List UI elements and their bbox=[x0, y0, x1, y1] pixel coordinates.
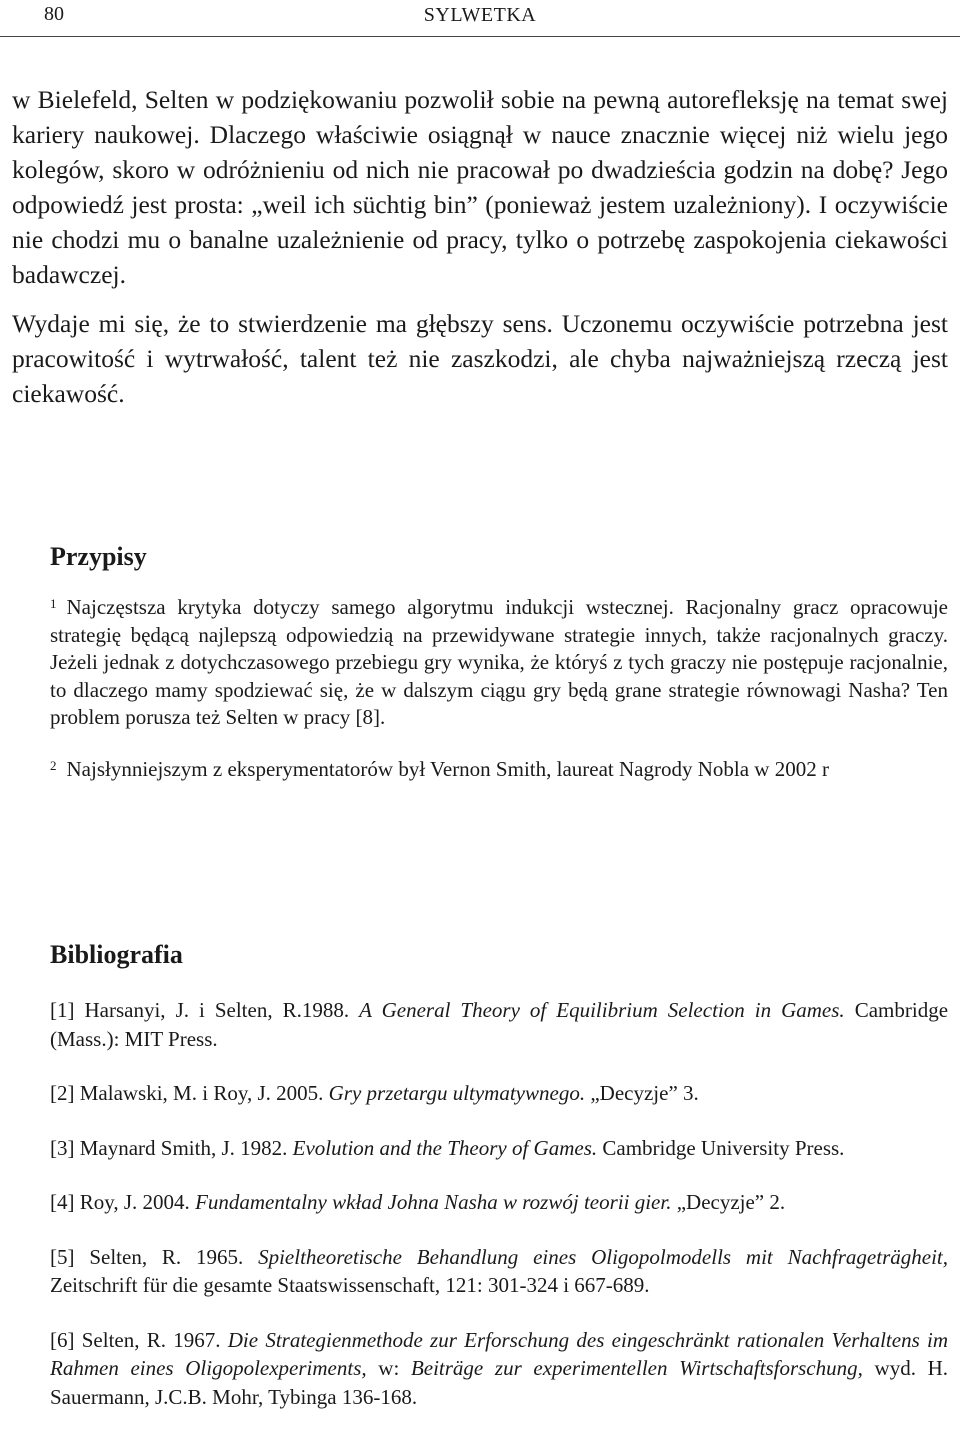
bibliography-section bbox=[50, 940, 948, 1437]
reference-item bbox=[50, 1326, 948, 1412]
reference-publisher: Zeitschrift für die gesamte Staatswissenschaft, 121: 301-324 i 667-689. bbox=[50, 1273, 650, 1297]
footnote-text: Najczęstsza krytyka dotyczy samego algorytmu indukcji wstecznej. Racjonalny gracz opracowuje strategię będącą najlepszą odpowiedzią na przewidywane strategie innych, także racjonalnych graczy. Jeżeli jednak z dotychczasowego przebiegu gry wynika, że któryś z tych graczy nie postępuje racjonalnie, to dlaczego mamy spodziewać się, że w dalszym ciągu gry będą grane strategie równowagi Nasha? Ten problem porusza też Selten w pracy [8]. bbox=[50, 595, 948, 729]
footnotes-heading: Przypisy bbox=[50, 542, 147, 571]
reference-item bbox=[50, 1188, 948, 1217]
bibliography-heading: Bibliografia bbox=[50, 940, 183, 969]
reference-title: Fundamentalny wkład Johna Nasha w rozwój teorii gier. bbox=[195, 1190, 672, 1214]
reference-author: [3] Maynard Smith, J. 1982. bbox=[50, 1135, 293, 1160]
reference-title: A General Theory of Equilibrium Selection in Games. bbox=[359, 998, 845, 1022]
reference-title: Die Strategienmethode zur Erforschung des eingeschränkt rationalen Verhaltens im Rahmen eines Oligopolexperiments, bbox=[50, 1327, 949, 1380]
reference-title: Gry przetargu ultymatywnego. bbox=[328, 1081, 586, 1105]
body-paragraph: Wydaje mi się, że to stwierdzenie ma głębszy sens. Uczonemu oczywiście potrzebna jest pracowitość i wytrwałość, talent też nie zaszkodzi, ale chyba najważniejszą rzeczą jest ciekawość. bbox=[12, 309, 948, 408]
reference-title: Spieltheoretische Behandlung eines Oligopolmodells mit Nachfrageträgheit, bbox=[258, 1244, 948, 1269]
reference-connector: w: bbox=[366, 1356, 411, 1380]
reference-item bbox=[50, 1134, 948, 1163]
reference-item bbox=[50, 996, 948, 1053]
page-number: 80 bbox=[44, 3, 64, 25]
footnote bbox=[50, 756, 948, 784]
reference-author: [6] Selten, R. 1967. bbox=[50, 1327, 228, 1352]
reference-author: [1] Harsanyi, J. i Selten, R.1988. bbox=[50, 998, 360, 1022]
reference-collection-title: Beiträge zur experimentellen Wirtschaftsforschung, bbox=[410, 1356, 863, 1380]
running-title: SYLWETKA bbox=[423, 4, 537, 26]
body-paragraph: w Bielefeld, Selten w podziękowaniu pozwolił sobie na pewną autorefleksję na temat swej kariery naukowej. Dlaczego właściwie osiągnął w nauce znacznie więcej niż wielu jego kolegów, skoro w odróżnieniu od nich nie pracował po dwadzieścia godzin na dobę? Jego odpowiedź jest prosta: „weil ich süchtig bin” (ponieważ jestem uzależniony). I oczywiście nie chodzi mu o banalne uzależnienie od pracy, tylko o potrzebę zaspokojenia ciekawości badawczej. bbox=[12, 85, 948, 289]
reference-author: [5] Selten, R. 1965. bbox=[50, 1244, 259, 1269]
reference-author: [2] Malawski, M. i Roy, J. 2005. bbox=[50, 1081, 329, 1105]
footnotes-section bbox=[50, 542, 948, 783]
footnote bbox=[50, 594, 948, 732]
footnote-number: 1 bbox=[50, 596, 57, 611]
reference-author: [4] Roy, J. 2004. bbox=[50, 1190, 196, 1214]
footnote-text: Najsłynniejszym z eksperymentatorów był Vernon Smith, laureat Nagrody Nobla w 2002 r bbox=[66, 756, 829, 781]
reference-title: Evolution and the Theory of Games. bbox=[292, 1135, 598, 1160]
page-header bbox=[0, 0, 960, 37]
reference-item bbox=[50, 1243, 948, 1300]
reference-publisher: wyd. H. Sauermann, J.C.B. Mohr, Tybinga 136-168. bbox=[50, 1356, 949, 1409]
reference-publisher: „Decyzje” 3. bbox=[585, 1081, 699, 1105]
footnote-number: 2 bbox=[50, 757, 57, 773]
reference-item bbox=[50, 1079, 948, 1108]
reference-publisher: „Decyzje” 2. bbox=[671, 1190, 786, 1214]
body-text bbox=[12, 82, 948, 411]
reference-publisher: Cambridge University Press. bbox=[597, 1135, 845, 1160]
reference-publisher: Cambridge (Mass.): MIT Press. bbox=[50, 998, 949, 1051]
